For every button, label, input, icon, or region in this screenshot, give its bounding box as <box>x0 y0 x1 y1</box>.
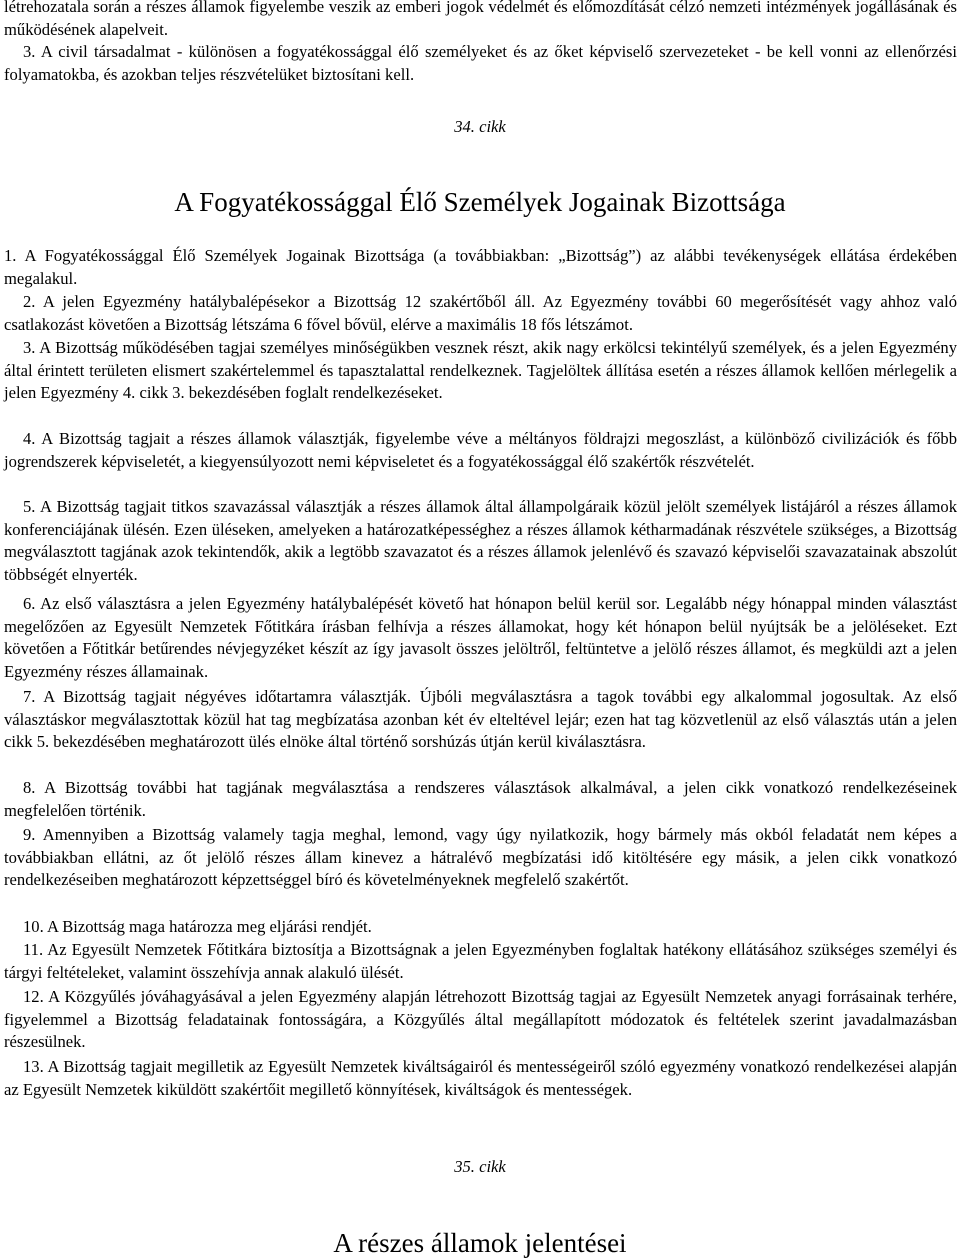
paragraph-continuation: létrehozatala során a részes államok figyelembe veszik az emberi jogok védelmét és előmozdítását célzó nemzeti intézmények jogállásának és működésének alapelveit. <box>4 0 957 39</box>
article-34-para-12: 12. A Közgyűlés jóváhagyásával a jelen Egyezmény alapján létrehozott Bizottság tagjai az Egyesült Nemzetek anyagi forrásainak terhére, figyelemmel a Bizottság feladatainak fontosságára, a Közgyűlés által megállapított módozatok és feltételek szerint javadalmazásban részesülnek. <box>4 987 957 1052</box>
article-35-number: 35. cikk <box>454 1157 506 1176</box>
article-34-para-9: 9. Amennyiben a Bizottság valamely tagja meghal, lemond, vagy úgy nyilatkozik, hogy bármely más okból feladatát nem képes a továbbiakban ellátni, az őt jelölő részes állam kinevez a hátralévő megbízatási idő kitöltésére egy másik, a jelen cikk vonatkozó rendelkezéseiben meghatározott képzettséggel bíró és követelményeknek megfelelő szakértőt. <box>4 825 957 890</box>
article-34-para-2: 2. A jelen Egyezmény hatálybalépésekor a Bizottság 12 szakértőből áll. Az Egyezmény további 60 megerősítését vagy ahhoz való csatlakozást követően a Bizottság létszáma 6 fővel bővül, elérve a maximális 18 fős létszámot. <box>4 292 957 334</box>
paragraph-33-3: 3. A civil társadalmat - különösen a fogyatékossággal élő személyeket és az őket képviselő szervezeteket - be kell vonni az ellenőrzési folyamatokba, és azokban teljes részvételüket biztosítani kell. <box>4 42 957 84</box>
article-35-title: A részes államok jelentései <box>333 1228 627 1258</box>
article-34-para-10: 10. A Bizottság maga határozza meg eljárási rendjét. <box>23 917 372 936</box>
article-34-para-1: 1. A Fogyatékossággal Élő Személyek Jogainak Bizottsága (a továbbiakban: „Bizottság”) az alábbi tevékenységek ellátása érdekében megalakul. <box>4 246 957 288</box>
article-34-para-7: 7. A Bizottság tagjait négyéves időtartamra választják. Újbóli megválasztásra a tagok további egy alkalommal jogosultak. Az első választáskor megválasztottak közül hat tag megbízatása azonban két év elteltével lejár; ezen hat tag közvetlenül az első választás után a jelen cikk 5. bekezdésében meghatározott ülés elnöke által történő sorshúzás útján kerül kiválasztásra. <box>4 687 957 752</box>
article-34-para-11: 11. Az Egyesült Nemzetek Főtitkára biztosítja a Bizottságnak a jelen Egyezményben foglaltak hatékony ellátásához szükséges személyi és tárgyi feltételeket, valamint összehívja annak alakuló ülését. <box>4 940 957 982</box>
article-34-para-8: 8. A Bizottság további hat tagjának megválasztása a rendszeres választások alkalmával, a jelen cikk vonatkozó rendelkezéseinek megfelelően történik. <box>4 778 957 820</box>
article-34-para-4: 4. A Bizottság tagjait a részes államok választják, figyelembe véve a méltányos földrajzi megoszlást, a különböző civilizációk és főbb jogrendszerek képviseletét, a kiegyensúlyozott nemi képviseletet és a fogyatékossággal élő szakértők részvételét. <box>4 429 957 471</box>
article-34-para-5: 5. A Bizottság tagjait titkos szavazással választják a részes államok által állampolgáraik közül jelölt személyek listájáról a részes államok konferenciájának ülésén. Ezen üléseken, amelyeken a határozatképességhez a részes államok kétharmadának részvétele szükséges, a Bizottság megválasztott tagjának azok tekintendők, akik a legtöbb szavazatot és a részes államok jelenlévő és szavazó képviselői szavazatainak abszolút többségét elnyerték. <box>4 497 957 584</box>
article-34-title: A Fogyatékossággal Élő Személyek Jogainak Bizottsága <box>174 187 786 217</box>
article-34-para-6: 6. Az első választásra a jelen Egyezmény hatálybalépését követő hat hónapon belül kerül sor. Legalább négy hónappal minden választást megelőzően az Egyesült Nemzetek Főtitkára írásban felhívja a részes államokat, hogy két hónapon belül nyújtsák be a jelöléseket. Ezt követően a Főtitkár betűrendes névjegyzéket készít az így javasolt összes jelöltről, feltüntetve a jelölő részes államot, és megküldi azt a jelen Egyezmény részes államainak. <box>4 594 957 681</box>
article-34-para-3: 3. A Bizottság működésében tagjai személyes minőségükben vesznek részt, akik nagy erkölcsi tekintélyű személyek, és a jelen Egyezmény által érintett területen elismert szakértelemmel és tapasztalattal rendelkeznek. Tagjelöltek állítása esetén a részes államok kellően mérlegelik a jelen Egyezmény 4. cikk 3. bekezdésében foglalt rendelkezéseket. <box>4 338 957 403</box>
article-34-number: 34. cikk <box>454 117 506 136</box>
article-34-para-13: 13. A Bizottság tagjait megilletik az Egyesült Nemzetek kiváltságairól és mentességeiről szóló egyezmény vonatkozó rendelkezései alapján az Egyesült Nemzetek kiküldött szakértőit megillető könnyítések, kiváltságok és mentességek. <box>4 1057 957 1099</box>
